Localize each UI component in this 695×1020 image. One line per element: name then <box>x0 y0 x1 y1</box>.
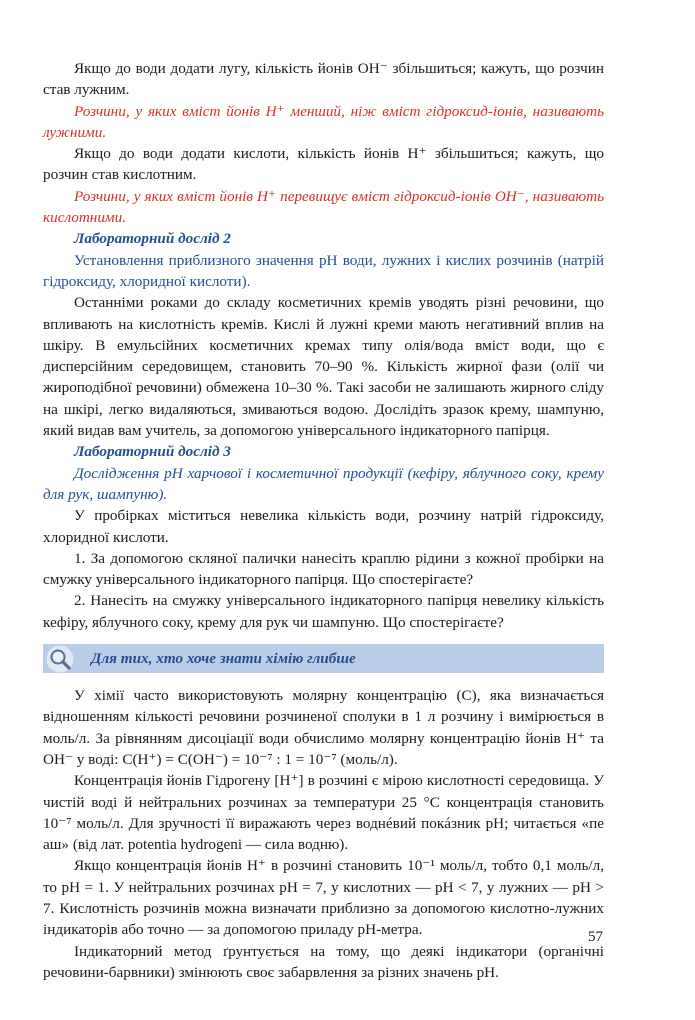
para-alkali: Якщо до води додати лугу, кількість йонів OH⁻ збільшиться; кажуть, що розчин став лужним. <box>43 60 604 99</box>
page-number: 57 <box>588 929 603 945</box>
page-body <box>43 58 604 983</box>
lab3-intro: У пробірках міститься невелика кількість води, розчину натрій гідроксиду, хлоридної кислоти. <box>43 507 604 546</box>
section-title: Для тих, хто хоче знати хімію глибше <box>91 650 356 668</box>
para-acid: Якщо до води додати кислоти, кількість йонів H⁺ збільшиться; кажуть, що розчин став кислотним. <box>43 145 604 184</box>
lab3-heading: Лабораторний дослід 3 <box>74 443 231 461</box>
lab2-title: Установлення приблизного значення pH води, лужних і кислих розчинів (натрій гідроксиду, хлоридної кислоти). <box>43 251 604 290</box>
lab3-title: Дослідження pH харчової і косметичної продукції (кефіру, яблучного соку, крему для рук, шампуню). <box>43 464 604 503</box>
section-banner <box>43 644 604 673</box>
definition-acidic: Розчини, у яких вміст йонів H⁺ перевищує вміст гідроксид-іонів OH⁻, називають кислотними. <box>43 187 604 227</box>
deep-paragraph-4: Індикаторний метод ґрунтується на тому, що деякі індикатори (органічні речовини-барвники) змінюють своє забарвлення за різних значень pH. <box>43 942 604 981</box>
deep-paragraph-2: Концентрація йонів Гідрогену [H⁺] в розчині є мірою кислотності середовища. У чистій воді й нейтральних розчинах за температури 25 °С концентрація становить 10⁻⁷ моль/л. Для зручності її виражають через воднéвий покáзник pH; читається «пе аш» (від лат. potentia hydrogeni — сила водню). <box>43 772 604 854</box>
deep-paragraph-3: Якщо концентрація йонів H⁺ в розчині становить 10⁻¹ моль/л, тобто 0,1 моль/л, то pH = 1. У нейтральних розчинах pH = 7, у кислотних — pH < 7, у лужних — pH > 7. Кислотність розчинів можна визначати приблизно за допомогою кислотно-лужних індикаторів або точно — за допомогою приладу pH-метра. <box>43 857 604 939</box>
lab2-text: Останніми роками до складу косметичних кремів уводять різні речовини, що впливають на кислотність кремів. Кислі й лужні креми мають негативний вплив на шкіру. В емульсійних косметичних кремах типу олія/вода вміст води, що є дисперсійним середовищем, становить 70–90 %. Кількість жирної фази (олії чи жироподібної речовини) обмежена 10–30 %. Такі засоби не залишають жирного сліду на шкірі, легко видаляються, змиваються водою. Дослідіть зразок крему, шампуню, який видав вам учитель, за допомогою універсального індикаторного папірця. <box>43 294 604 440</box>
lab3-step-2: 2. Нанесіть на смужку універсального індикаторного папірця невелику кількість кефіру, яблучного соку, крему для рук чи шампуню. Що спостерігаєте? <box>43 592 604 631</box>
deep-paragraph-1: У хімії часто використовують молярну концентрацію (С), яка визначається відношенням кількості речовини розчиненої сполуки в 1 л розчину і вимірюється в моль/л. За рівнянням дисоціації води обчислимо молярну концентрацію йонів H⁺ та OH⁻ у воді: C(H⁺) = C(OH⁻) = 10⁻⁷ : 1 = 10⁻⁷ (моль/л). <box>43 687 604 768</box>
lab2-heading: Лабораторний дослід 2 <box>74 230 231 248</box>
lab3-step-1: 1. За допомогою скляної палички нанесіть краплю рідини з кожної пробірки на смужку універсального індикаторного папірця. Що спостерігаєте? <box>43 549 604 589</box>
definition-alkaline: Розчини, у яких вміст йонів H⁺ менший, ніж вміст гідроксид-іонів, називають лужними. <box>43 102 604 141</box>
magnifier-icon <box>46 645 74 673</box>
